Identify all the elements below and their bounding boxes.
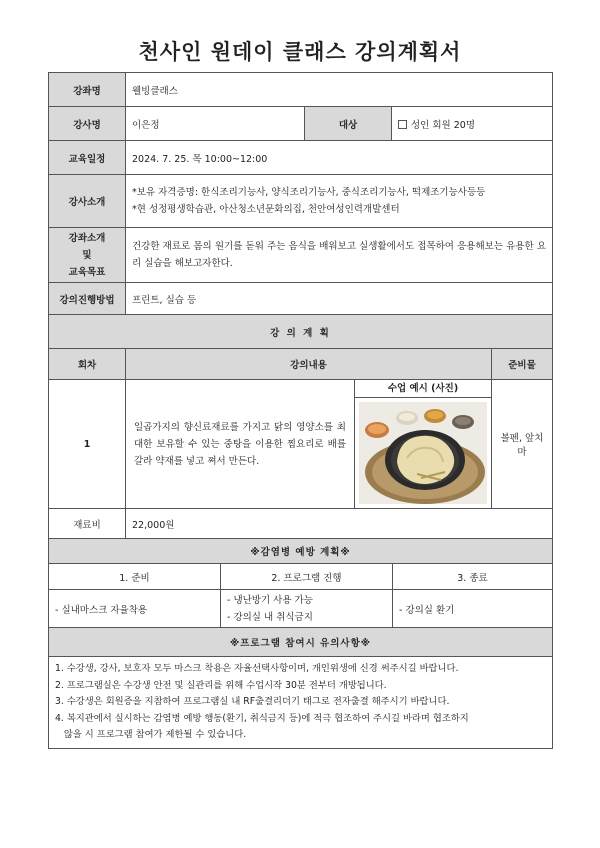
photo-cell <box>355 380 492 509</box>
session-number: 1 <box>49 380 126 509</box>
prevention-table <box>48 538 553 628</box>
col-session: 회차 <box>49 349 126 380</box>
photo-caption: 수업 예시 (사진) <box>355 380 491 398</box>
note-item: 3. 수강생은 회원증을 지참하여 프로그램실 내 RF출결리더기 태그로 전자출결 해주시기 바랍니다. <box>55 696 450 708</box>
bio-line: *현 성정평생학습관, 아산청소년문화의집, 천안여성인력개발센터 <box>132 204 400 215</box>
notes-section-title: ※프로그램 참여시 유의사항※ <box>49 628 553 657</box>
dish-photo <box>359 402 487 504</box>
lecture-name-label: 강좌명 <box>49 73 126 107</box>
fee-label: 재료비 <box>49 509 126 539</box>
prevention-section-title: ※감염병 예방 계획※ <box>49 539 553 564</box>
notes-table <box>48 627 553 749</box>
target-cell <box>392 107 553 141</box>
col-supplies: 준비물 <box>492 349 553 380</box>
page-title: 천사인 원데이 클래스 강의계획서 <box>138 40 462 64</box>
note-item: 2. 프로그램실은 수강생 안전 및 실관리를 위해 수업시작 30분 전부터 개방됩니다. <box>55 679 387 691</box>
bio-line: *보유 자격증명: 한식조리기능사, 양식조리기능사, 중식조리기능사, 떡제조기능사등등 <box>132 187 486 198</box>
prevention-col-program: 2. 프로그램 진행 <box>221 564 393 590</box>
notes-list <box>49 657 553 749</box>
prevention-prep-value: - 실내마스크 자율착용 <box>49 590 221 628</box>
instructor-label: 강사명 <box>49 107 126 141</box>
note-item: 4. 복지관에서 실시하는 감염병 예방 행동(환기, 취식금지 등)에 적극 협조하여 주시길 바라며 협조하지 <box>55 712 469 724</box>
prevention-col-prep: 1. 준비 <box>49 564 221 590</box>
schedule-label: 교육일정 <box>49 141 126 175</box>
schedule-value: 2024. 7. 25. 목 10:00~12:00 <box>126 141 553 175</box>
lecture-name-value: 웰빙클래스 <box>126 73 553 107</box>
supplies-value: 볼펜, 앞치마 <box>492 380 553 509</box>
instructor-value: 이은정 <box>126 107 305 141</box>
lecture-plan-form <box>48 72 553 749</box>
prevention-end-value: - 강의실 환기 <box>393 590 553 628</box>
target-label: 대상 <box>305 107 392 141</box>
plan-section-title: 강 의 계 획 <box>49 315 553 349</box>
goal-label-line: 교육목표 <box>68 266 106 278</box>
goal-label-line: 강좌소개 <box>68 232 106 244</box>
goal-label <box>49 228 126 283</box>
note-item: 1. 수강생, 강사, 보호자 모두 마스크 착용은 자율선택사항이며, 개인위생에 신경 써주시길 바랍니다. <box>55 663 459 675</box>
target-value: 성인 회원 20명 <box>411 119 476 131</box>
content-text: 일곱가지의 향신료재료를 가지고 닭의 영양소를 최대한 보유할 수 있는 중탕을 이용한 찜요리로 배를 갈라 약재를 넣고 쪄서 만든다. <box>126 380 355 509</box>
goal-label-line: 및 <box>82 249 92 261</box>
bio-value <box>126 175 553 228</box>
prevention-program-line: - 강의실 내 취식금지 <box>227 611 313 623</box>
method-value: 프린트, 실습 등 <box>126 283 553 315</box>
note-item: 않을 시 프로그램 참여가 제한될 수 있습니다. <box>55 729 247 741</box>
prevention-program-value <box>221 590 393 628</box>
info-table <box>48 72 553 315</box>
fee-value: 22,000원 <box>126 509 553 539</box>
checkbox-icon[interactable] <box>398 120 407 129</box>
plan-table <box>48 314 553 539</box>
method-label: 강의진행방법 <box>49 283 126 315</box>
prevention-col-end: 3. 종료 <box>393 564 553 590</box>
bio-label: 강사소개 <box>49 175 126 228</box>
goal-value: 건강한 재료로 몸의 원기를 돋워 주는 음식을 배워보고 실생활에서도 접목하여 응용해보는 유용한 요리 실습을 해보고자한다. <box>126 228 553 283</box>
col-content: 강의내용 <box>126 349 492 380</box>
prevention-program-line: - 냉난방기 사용 가능 <box>227 594 313 606</box>
